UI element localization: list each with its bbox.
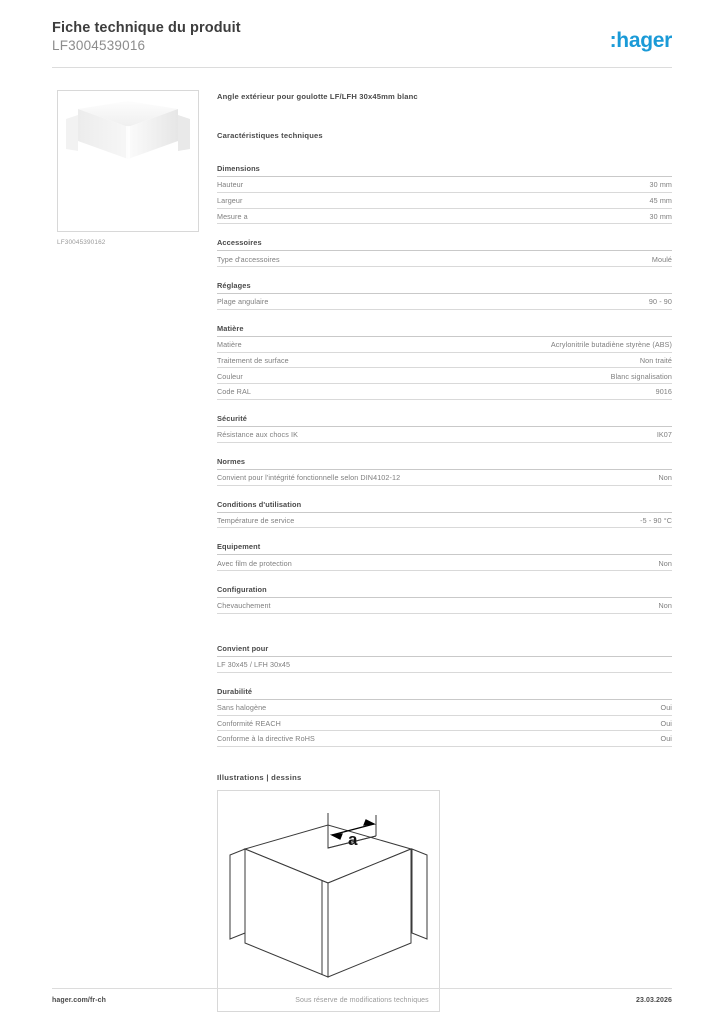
spec-row xyxy=(217,555,672,571)
specs-section-title: Caractéristiques techniques xyxy=(217,131,323,140)
page-title: Fiche technique du produit xyxy=(52,20,241,36)
spec-row-label: Avec film de protection xyxy=(217,558,292,568)
spec-row-label: LF 30x45 / LFH 30x45 xyxy=(217,660,291,670)
product-reference: LF3004539016 xyxy=(52,38,146,53)
spec-row-label: Mesure a xyxy=(217,211,248,221)
spec-row xyxy=(217,193,672,209)
spec-row xyxy=(217,294,672,310)
technical-drawing-corner-isometric-icon xyxy=(218,791,439,1011)
spec-row-label: Température de service xyxy=(217,515,295,525)
spec-row xyxy=(217,251,672,267)
spec-row xyxy=(217,353,672,369)
spec-group-title: Réglages xyxy=(217,281,672,294)
technical-drawing-frame xyxy=(217,790,440,1012)
spec-group xyxy=(217,238,672,267)
spec-row-value: Oui xyxy=(660,702,672,712)
spec-group-title: Convient pour xyxy=(217,644,672,657)
spec-row-label: Couleur xyxy=(217,371,243,381)
spec-row-label: Code RAL xyxy=(217,387,251,397)
product-photo-corner-white-icon xyxy=(58,91,198,231)
spec-groups xyxy=(217,164,672,747)
specifications-panel xyxy=(217,92,672,1012)
spec-row-label: Plage angulaire xyxy=(217,297,269,307)
spec-row xyxy=(217,716,672,732)
spec-row-label: Hauteur xyxy=(217,180,244,190)
spec-row-label: Résistance aux chocs IK xyxy=(217,430,299,440)
spec-group xyxy=(217,324,672,400)
spec-row-label: Sans halogène xyxy=(217,702,267,712)
spec-row xyxy=(217,598,672,614)
spec-row xyxy=(217,470,672,486)
footer-disclaimer: Sous réserve de modifications techniques xyxy=(295,997,429,1004)
spec-row-value: IK07 xyxy=(656,430,672,440)
spec-row-label: Matière xyxy=(217,340,242,350)
spec-row-value: Non traité xyxy=(639,355,672,365)
spec-row xyxy=(217,209,672,225)
spec-row-value: 45 mm xyxy=(649,195,672,205)
spec-group-title: Dimensions xyxy=(217,164,672,177)
spec-row-value: Non xyxy=(658,473,672,482)
spec-group xyxy=(217,281,672,310)
spec-row-label: Convient pour l'intégrité fonctionnelle selon DIN4102-12 xyxy=(217,473,401,482)
spec-group-title: Configuration xyxy=(217,585,672,598)
spec-group-title: Matière xyxy=(217,324,672,337)
spec-row-value: 90 - 90 xyxy=(648,297,672,307)
spec-group-title: Normes xyxy=(217,457,672,470)
spec-row-value: Blanc signalisation xyxy=(610,371,672,381)
footer-divider xyxy=(52,988,672,989)
spec-group xyxy=(217,164,672,224)
spec-row-label: Type d'accessoires xyxy=(217,254,280,264)
spec-row xyxy=(217,700,672,716)
spec-group-title: Durabilité xyxy=(217,687,672,700)
spec-row xyxy=(217,513,672,529)
product-photo-frame xyxy=(57,90,199,232)
spec-group xyxy=(217,414,672,443)
spec-group-title: Conditions d'utilisation xyxy=(217,500,672,513)
footer-website[interactable]: hager.com/fr-ch xyxy=(52,997,107,1004)
product-photo-caption: LF30045390162 xyxy=(57,239,106,246)
spec-row xyxy=(217,731,672,747)
product-figure xyxy=(57,90,201,246)
illustrations-title: Illustrations | dessins xyxy=(217,773,302,783)
spec-group xyxy=(217,542,672,571)
spec-row-value: Non xyxy=(658,558,672,568)
spec-group-title: Sécurité xyxy=(217,414,672,427)
spec-row-value: Moulé xyxy=(651,254,672,264)
spec-row-value: Non xyxy=(658,601,672,611)
spec-row-value: Oui xyxy=(660,734,672,744)
spec-row-label: Conformité REACH xyxy=(217,718,281,728)
spec-row-value: 9016 xyxy=(655,387,672,397)
document-header xyxy=(52,20,672,66)
spec-group xyxy=(217,457,672,486)
product-description: Angle extérieur pour goulotte LF/LFH 30x45mm blanc xyxy=(217,92,418,101)
spec-group-title: Accessoires xyxy=(217,238,672,251)
spec-row xyxy=(217,337,672,353)
spec-group xyxy=(217,500,672,529)
header-divider xyxy=(52,67,672,68)
spec-row xyxy=(217,177,672,193)
footer-date: 23.03.2026 xyxy=(635,997,672,1004)
document-footer xyxy=(52,997,672,1011)
spec-row-value: Acrylonitrile butadiène styrène (ABS) xyxy=(550,340,672,350)
spec-row-value: Oui xyxy=(660,718,672,728)
spec-row-value: 30 mm xyxy=(649,180,672,190)
spec-row-label: Conforme à la directive RoHS xyxy=(217,734,315,744)
spec-row xyxy=(217,657,672,673)
hager-logo: :hager xyxy=(609,29,672,52)
spec-row-label: Traitement de surface xyxy=(217,355,289,365)
spec-row xyxy=(217,368,672,384)
spec-row xyxy=(217,384,672,400)
spec-group xyxy=(217,687,672,747)
spec-group-title: Equipement xyxy=(217,542,672,555)
spec-row-label: Largeur xyxy=(217,195,243,205)
dimension-label-a: a xyxy=(348,830,358,850)
spec-group xyxy=(217,585,672,614)
spec-group xyxy=(217,644,672,673)
spec-row-value: 30 mm xyxy=(649,211,672,221)
spec-row-label: Chevauchement xyxy=(217,601,271,611)
spec-row-value: -5 - 90 °C xyxy=(640,515,672,525)
spec-row xyxy=(217,427,672,443)
